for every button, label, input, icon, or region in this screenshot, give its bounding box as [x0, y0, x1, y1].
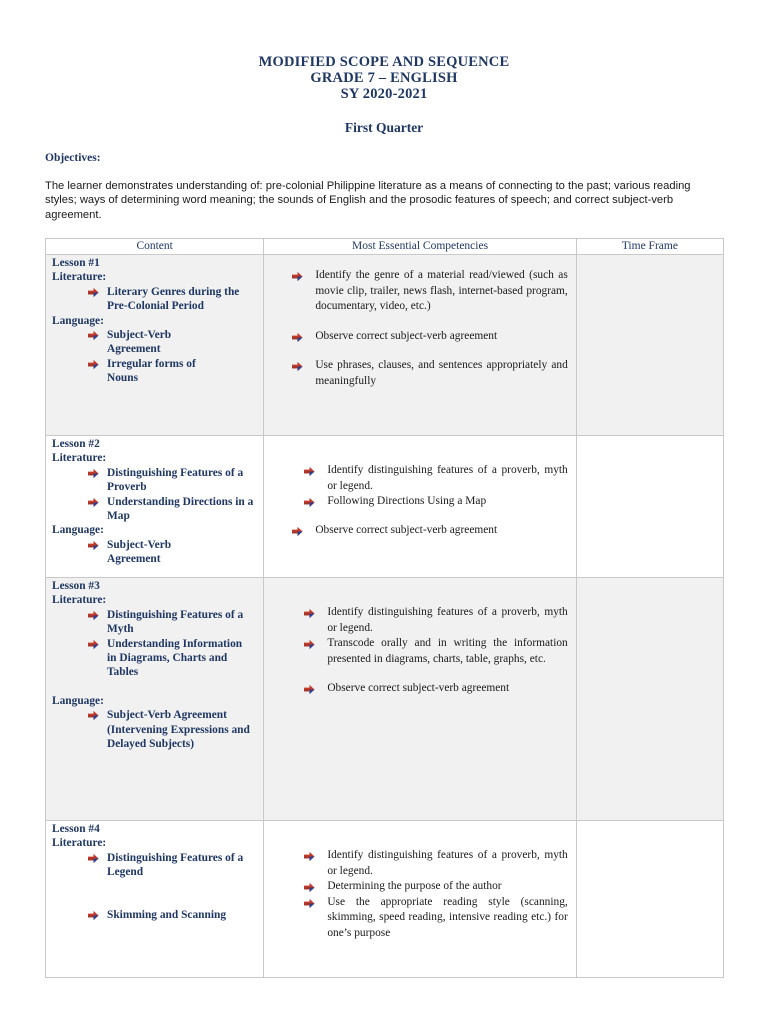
- arrow-bullet-icon: [88, 710, 99, 721]
- language-label: Language:: [52, 314, 104, 327]
- literature-label: Literature:: [52, 271, 107, 284]
- table-row: [46, 436, 724, 578]
- title-line-2: GRADE 7 – ENGLISH: [310, 70, 458, 86]
- arrow-bullet-icon: [292, 361, 303, 372]
- table-header-row: [46, 239, 724, 255]
- arrow-bullet-icon: [88, 287, 99, 298]
- table-row: [46, 578, 724, 821]
- list-item: Following Directions Using a Map: [304, 494, 567, 510]
- competencies-cell: [264, 821, 576, 978]
- header-time-frame: Time Frame: [576, 239, 723, 255]
- competencies-cell: [264, 255, 576, 436]
- competencies-cell: [264, 578, 576, 821]
- list-item: Literary Genres during the Pre-Colonial Period: [88, 285, 263, 314]
- list-item: Observe correct subject-verb agreement: [292, 523, 567, 539]
- arrow-bullet-icon: [88, 468, 99, 479]
- title-line-1: MODIFIED SCOPE AND SEQUENCE: [258, 54, 510, 70]
- list-item: Distinguishing Features of a Legend: [88, 851, 263, 880]
- list-item: Observe correct subject-verb agreement: [292, 329, 567, 345]
- list-item: Subject-Verb Agreement: [88, 328, 263, 357]
- title-line-3: SY 2020-2021: [340, 86, 428, 102]
- lesson-title: Lesson #4: [52, 823, 100, 835]
- list-item: Identify the genre of a material read/viewed (such as movie clip, trailer, news flash, internet-based program, documentary, video, etc.): [292, 268, 567, 315]
- time-frame-cell: [576, 436, 723, 578]
- list-item: Identify distinguishing features of a proverb, myth or legend.: [304, 848, 567, 879]
- literature-label: Literature:: [52, 837, 107, 850]
- table-row: [46, 255, 724, 436]
- lesson-content-cell: [46, 578, 264, 821]
- arrow-bullet-icon: [88, 910, 99, 921]
- list-item: Understanding Directions in a Map: [88, 495, 263, 524]
- arrow-bullet-icon: [304, 684, 315, 695]
- arrow-bullet-icon: [304, 497, 315, 508]
- list-item: Use the appropriate reading style (scanning, skimming, speed reading, intensive reading etc.) for one’s purpose: [304, 895, 567, 942]
- list-item: Use phrases, clauses, and sentences appropriately and meaningfully: [292, 358, 567, 389]
- arrow-bullet-icon: [88, 610, 99, 621]
- arrow-bullet-icon: [292, 526, 303, 537]
- scope-table: [45, 238, 724, 978]
- competencies-cell: [264, 436, 576, 578]
- language-label: Language:: [52, 524, 104, 537]
- list-item: Observe correct subject-verb agreement: [304, 681, 567, 697]
- table-row: [46, 821, 724, 978]
- list-item: Identify distinguishing features of a proverb, myth or legend.: [304, 463, 567, 494]
- arrow-bullet-icon: [304, 608, 315, 619]
- list-item: Understanding Information in Diagrams, Charts and Tables: [88, 637, 263, 680]
- arrow-bullet-icon: [88, 330, 99, 341]
- list-item: Subject-Verb Agreement (Intervening Expressions and Delayed Subjects): [88, 708, 263, 751]
- lesson-title: Lesson #1: [52, 257, 100, 269]
- arrow-bullet-icon: [304, 851, 315, 862]
- lesson-title: Lesson #3: [52, 580, 100, 592]
- list-item: Identify distinguishing features of a proverb, myth or legend.: [304, 605, 567, 636]
- list-item: Distinguishing Features of a Proverb: [88, 466, 263, 495]
- language-label: Language:: [52, 694, 104, 707]
- header-competencies: Most Essential Competencies: [264, 239, 576, 255]
- arrow-bullet-icon: [292, 332, 303, 343]
- objectives-label: Objectives:: [45, 152, 101, 164]
- header-content: Content: [46, 239, 264, 255]
- arrow-bullet-icon: [88, 359, 99, 370]
- list-item: Distinguishing Features of a Myth: [88, 608, 263, 637]
- arrow-bullet-icon: [88, 497, 99, 508]
- list-item: Determining the purpose of the author: [304, 879, 567, 895]
- document-title: [0, 54, 768, 102]
- arrow-bullet-icon: [88, 540, 99, 551]
- time-frame-cell: [576, 578, 723, 821]
- lesson-content-cell: [46, 255, 264, 436]
- quarter-heading: First Quarter: [344, 120, 424, 135]
- arrow-bullet-icon: [304, 639, 315, 650]
- arrow-bullet-icon: [88, 639, 99, 650]
- list-item: Skimming and Scanning: [88, 908, 263, 922]
- arrow-bullet-icon: [292, 271, 303, 282]
- objectives-text: The learner demonstrates understanding of: pre-colonial Philippine literature as a means of connecting to the past; various reading styles; ways of determining word meaning; the sounds of English and the prosodic features of speech; and correct subject-verb agreement.: [45, 180, 691, 221]
- arrow-bullet-icon: [304, 882, 315, 893]
- list-item: Transcode orally and in writing the information presented in diagrams, charts, table, graphs, etc.: [304, 636, 567, 667]
- list-item: Irregular forms of Nouns: [88, 357, 263, 386]
- time-frame-cell: [576, 821, 723, 978]
- list-item: Subject-Verb Agreement: [88, 538, 263, 567]
- lesson-content-cell: [46, 821, 264, 978]
- arrow-bullet-icon: [88, 853, 99, 864]
- arrow-bullet-icon: [304, 898, 315, 909]
- literature-label: Literature:: [52, 594, 107, 607]
- time-frame-cell: [576, 255, 723, 436]
- lesson-title: Lesson #2: [52, 438, 100, 450]
- lesson-content-cell: [46, 436, 264, 578]
- literature-label: Literature:: [52, 452, 107, 465]
- arrow-bullet-icon: [304, 466, 315, 477]
